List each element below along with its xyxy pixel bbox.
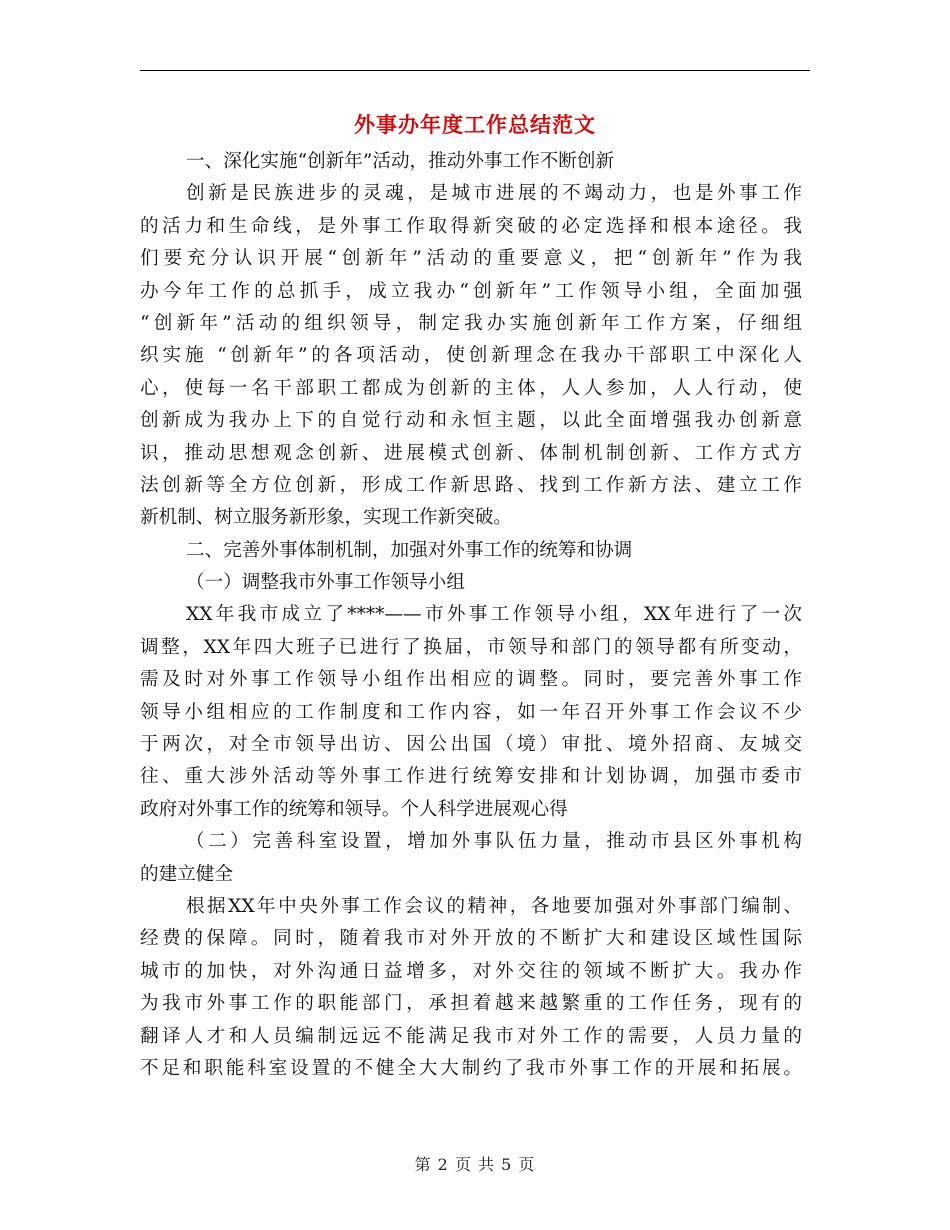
text-line: 需及时对外事工作领导小组作出相应的调整。同时，要完善外事工作 (140, 669, 802, 691)
text-line: 领导小组相应的工作制度和工作内容，如一年召开外事工作会议不少 (140, 701, 802, 723)
text-line: 的建立健全 (140, 863, 233, 885)
text-line: 心，使每一名干部职工都成为创新的主体，人人参加，人人行动，使 (140, 377, 802, 399)
text-line: 创新是民族进步的灵魂，是城市进展的不竭动力，也是外事工作 (186, 183, 802, 205)
text-line: 们要充分认识开展“创新年”活动的重要意义，把“创新年”作为我 (140, 248, 802, 270)
text-line: 法创新等全方位创新，形成工作新思路、找到工作新方法、建立工作 (140, 474, 802, 496)
text-line: 识，推动思想观念创新、进展模式创新、体制机制创新、工作方式方 (140, 442, 802, 464)
text-line: 织实施 “创新年”的各项活动，使创新理念在我办干部职工中深化人 (140, 345, 802, 367)
text-line: XX年我市成立了****——市外事工作领导小组，XX年进行了一次 (186, 604, 802, 626)
text-line: 为我市外事工作的职能部门，承担着越来越繁重的工作任务，现有的 (140, 993, 802, 1015)
text-line: 不足和职能科室设置的不健全大大制约了我市外事工作的开展和拓展。 (140, 1057, 802, 1079)
header-rule (140, 70, 810, 71)
text-line: “创新年”活动的组织领导，制定我办实施创新年工作方案，仔细组 (140, 312, 802, 334)
text-line: 城市的加快，对外沟通日益增多，对外交往的领域不断扩大。我办作 (140, 960, 802, 982)
text-line: （二）完善科室设置，增加外事队伍力量，推动市县区外事机构 (186, 831, 802, 853)
text-line: 二、完善外事体制机制，加强对外事工作的统筹和协调 (186, 539, 633, 561)
text-line: 翻译人才和人员编制远远不能满足我市对外工作的需要，人员力量的 (140, 1025, 802, 1047)
document-body (140, 146, 802, 1085)
text-line: 创新成为我办上下的自觉行动和永恒主题，以此全面增强我办创新意 (140, 410, 802, 432)
text-line: 经费的保障。同时，随着我市对外开放的不断扩大和建设区域性国际 (140, 928, 802, 950)
text-line: 一、深化实施“创新年”活动，推动外事工作不断创新 (186, 151, 615, 172)
text-line: 往、重大涉外活动等外事工作进行统筹安排和计划协调，加强市委市 (140, 766, 802, 788)
text-line: 于两次，对全市领导出访、因公出国（境）审批、境外招商、友城交 (140, 734, 802, 756)
text-line: （一）调整我市外事工作领导小组 (186, 572, 465, 594)
page-number-footer: 第 2 页 共 5 页 (414, 1155, 536, 1174)
text-line: 调整，XX年四大班子已进行了换届，市领导和部门的领导都有所变动， (140, 636, 802, 658)
text-line: 办今年工作的总抓手，成立我办“创新年”工作领导小组，全面加强 (140, 280, 802, 302)
text-line: 新机制、树立服务新形象，实现工作新突破。 (140, 507, 512, 529)
text-line: 根据XX年中央外事工作会议的精神，各地要加强对外事部门编制、 (186, 895, 802, 917)
text-line: 的活力和生命线，是外事工作取得新突破的必定选择和根本途径。我 (140, 215, 802, 237)
document-title: 外事办年度工作总结范文 (354, 112, 596, 137)
text-line: 政府对外事工作的统筹和领导。个人科学进展观心得 (140, 798, 568, 820)
